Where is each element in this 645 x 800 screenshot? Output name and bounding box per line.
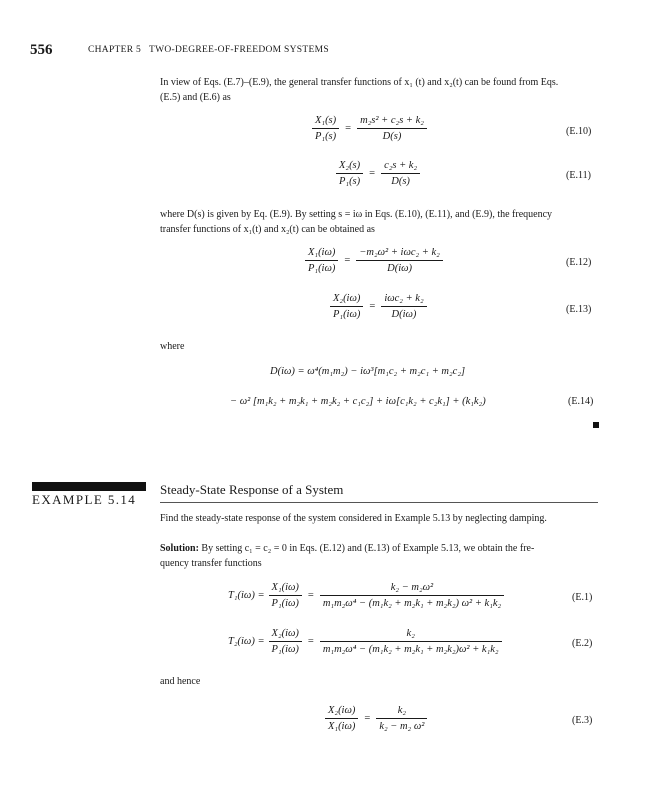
e13-rhs-den: D(iω) bbox=[391, 309, 417, 320]
e12-rhs-den: D(iω) bbox=[387, 263, 413, 274]
e3-lhs-den: X₁(iω) bbox=[328, 721, 356, 732]
e1-mid-den: P₁(iω) bbox=[271, 598, 299, 609]
where-word: where bbox=[160, 341, 185, 352]
e12-lhs-num: X₁(iω) bbox=[305, 247, 338, 261]
e10-lhs-fraction bbox=[312, 115, 339, 142]
equals-sign: = bbox=[307, 636, 314, 647]
solution-line-1 bbox=[160, 541, 600, 556]
e1-lhs: T₁(iω) = bbox=[228, 590, 265, 601]
e10-rhs-den: D(s) bbox=[382, 131, 402, 142]
equals-sign: = bbox=[369, 301, 376, 312]
e2-label: (E.2) bbox=[572, 638, 593, 649]
e3-lhs-num: X₂(iω) bbox=[325, 705, 358, 719]
equation-e1 bbox=[228, 582, 504, 609]
e13-rhs-num: iωc₂ + k₂ bbox=[381, 293, 426, 307]
solution-line-2: quency transfer functions bbox=[160, 558, 262, 569]
e12-lhs-fraction bbox=[305, 247, 338, 274]
e2-mid-num: X₂(iω) bbox=[269, 628, 302, 642]
intro-line-1: In view of Eqs. (E.7)–(E.9), the general transfer functions of x₁ (t) and x₂(t) can be found from Eqs. bbox=[160, 77, 559, 88]
e1-mid-num: X₁(iω) bbox=[269, 582, 302, 596]
e2-rhs-fraction bbox=[320, 628, 502, 655]
e1-rhs-fraction bbox=[320, 582, 504, 609]
e13-label: (E.13) bbox=[566, 304, 592, 315]
intro-paragraph bbox=[160, 75, 600, 105]
e12-rhs-num: −m₂ω² + iωc₂ + k₂ bbox=[356, 247, 443, 261]
e10-lhs-den: P₁(s) bbox=[315, 131, 337, 142]
e2-rhs-num: k₂ bbox=[320, 628, 502, 642]
e13-lhs-num: X₂(iω) bbox=[330, 293, 363, 307]
e3-rhs-fraction bbox=[376, 705, 427, 732]
e14-line-1: D(iω) = ω⁴(m₁m₂) − iω³[m₁c₂ + m₂c₁ + m₂c₂] bbox=[270, 366, 466, 377]
e12-label: (E.12) bbox=[566, 257, 592, 268]
e2-rhs-den: m₁m₂ω⁴ − (m₁k₂ + m₂k₁ + m₂k₂)ω² + k₁k₂ bbox=[322, 644, 499, 655]
e1-rhs-den: m₁m₂ω⁴ − (m₁k₂ + m₂k₁ + m₂k₂) ω² + k₁k₂ bbox=[322, 598, 502, 609]
e10-label: (E.10) bbox=[566, 126, 592, 137]
end-of-example-square bbox=[593, 422, 599, 428]
paragraph-2 bbox=[160, 207, 600, 237]
example-marker-bar bbox=[32, 482, 146, 491]
example-title: Steady-State Response of a System bbox=[160, 482, 344, 497]
and-hence-text: and hence bbox=[160, 676, 201, 687]
running-title: CHAPTER 5 TWO-DEGREE-OF-FREEDOM SYSTEMS bbox=[88, 45, 329, 55]
e13-rhs-fraction bbox=[381, 293, 426, 320]
example-label: EXAMPLE 5.14 bbox=[32, 492, 137, 507]
e11-rhs-fraction bbox=[381, 160, 420, 187]
equals-sign: = bbox=[344, 255, 351, 266]
e12-rhs-fraction bbox=[356, 247, 443, 274]
para2-line-1: where D(s) is given by Eq. (E.9). By setting s = iω in Eqs. (E.10), (E.11), and (E.9), the frequency bbox=[160, 209, 553, 220]
para2-line-2: transfer functions of x₁(t) and x₂(t) can be obtained as bbox=[160, 224, 375, 235]
e10-rhs-num: m₂s² + c₂s + k₂ bbox=[357, 115, 427, 129]
e3-rhs-den: k₂ − m₂ ω² bbox=[379, 721, 425, 732]
e12-lhs-den: P₁(iω) bbox=[308, 263, 336, 274]
e14-label: (E.14) bbox=[568, 396, 594, 407]
e2-mid-den: P₁(iω) bbox=[271, 644, 299, 655]
e11-lhs-fraction bbox=[336, 160, 363, 187]
e3-label: (E.3) bbox=[572, 715, 593, 726]
e10-lhs-num: X₁(s) bbox=[312, 115, 339, 129]
solution-line-1-text: By setting c₁ = c₂ = 0 in Eqs. (E.12) and (E.13) of Example 5.13, we obtain the fre- bbox=[201, 543, 535, 554]
example-statement: Find the steady-state response of the system considered in Example 5.13 by neglecting damping. bbox=[160, 513, 547, 524]
e1-label: (E.1) bbox=[572, 592, 593, 603]
example-title-rule bbox=[160, 502, 598, 503]
equation-e2 bbox=[228, 628, 502, 655]
e13-lhs-fraction bbox=[330, 293, 363, 320]
equation-e11 bbox=[336, 160, 420, 187]
e3-rhs-num: k₂ bbox=[376, 705, 427, 719]
e2-mid-fraction bbox=[269, 628, 302, 655]
solution-label: Solution: bbox=[160, 543, 199, 554]
page-number: 556 bbox=[30, 42, 53, 58]
equation-e12 bbox=[305, 247, 443, 274]
equals-sign: = bbox=[345, 123, 352, 134]
e1-mid-fraction bbox=[269, 582, 302, 609]
e14-line-2: − ω² [m₁k₂ + m₂k₁ + m₂k₂ + c₁c₂] + iω[c₁k₂ + c₂k₁] + (k₁k₂) bbox=[230, 396, 486, 407]
solution-paragraph bbox=[160, 541, 600, 571]
e1-rhs-num: k₂ − m₂ω² bbox=[320, 582, 504, 596]
e3-lhs-fraction bbox=[325, 705, 358, 732]
e10-rhs-fraction bbox=[357, 115, 427, 142]
e11-rhs-den: D(s) bbox=[391, 176, 410, 187]
e13-lhs-den: P₁(iω) bbox=[333, 309, 361, 320]
equals-sign: = bbox=[364, 713, 371, 724]
e11-lhs-num: X₂(s) bbox=[336, 160, 363, 174]
equals-sign: = bbox=[369, 168, 376, 179]
e11-label: (E.11) bbox=[566, 170, 591, 181]
equation-e10 bbox=[312, 115, 427, 142]
intro-line-2: (E.5) and (E.6) as bbox=[160, 92, 231, 103]
e11-lhs-den: P₁(s) bbox=[339, 176, 361, 187]
equation-e13 bbox=[330, 293, 427, 320]
equals-sign: = bbox=[307, 590, 314, 601]
e2-lhs: T₂(iω) = bbox=[228, 636, 265, 647]
equation-e3 bbox=[325, 705, 427, 732]
e11-rhs-num: c₂s + k₂ bbox=[381, 160, 420, 174]
